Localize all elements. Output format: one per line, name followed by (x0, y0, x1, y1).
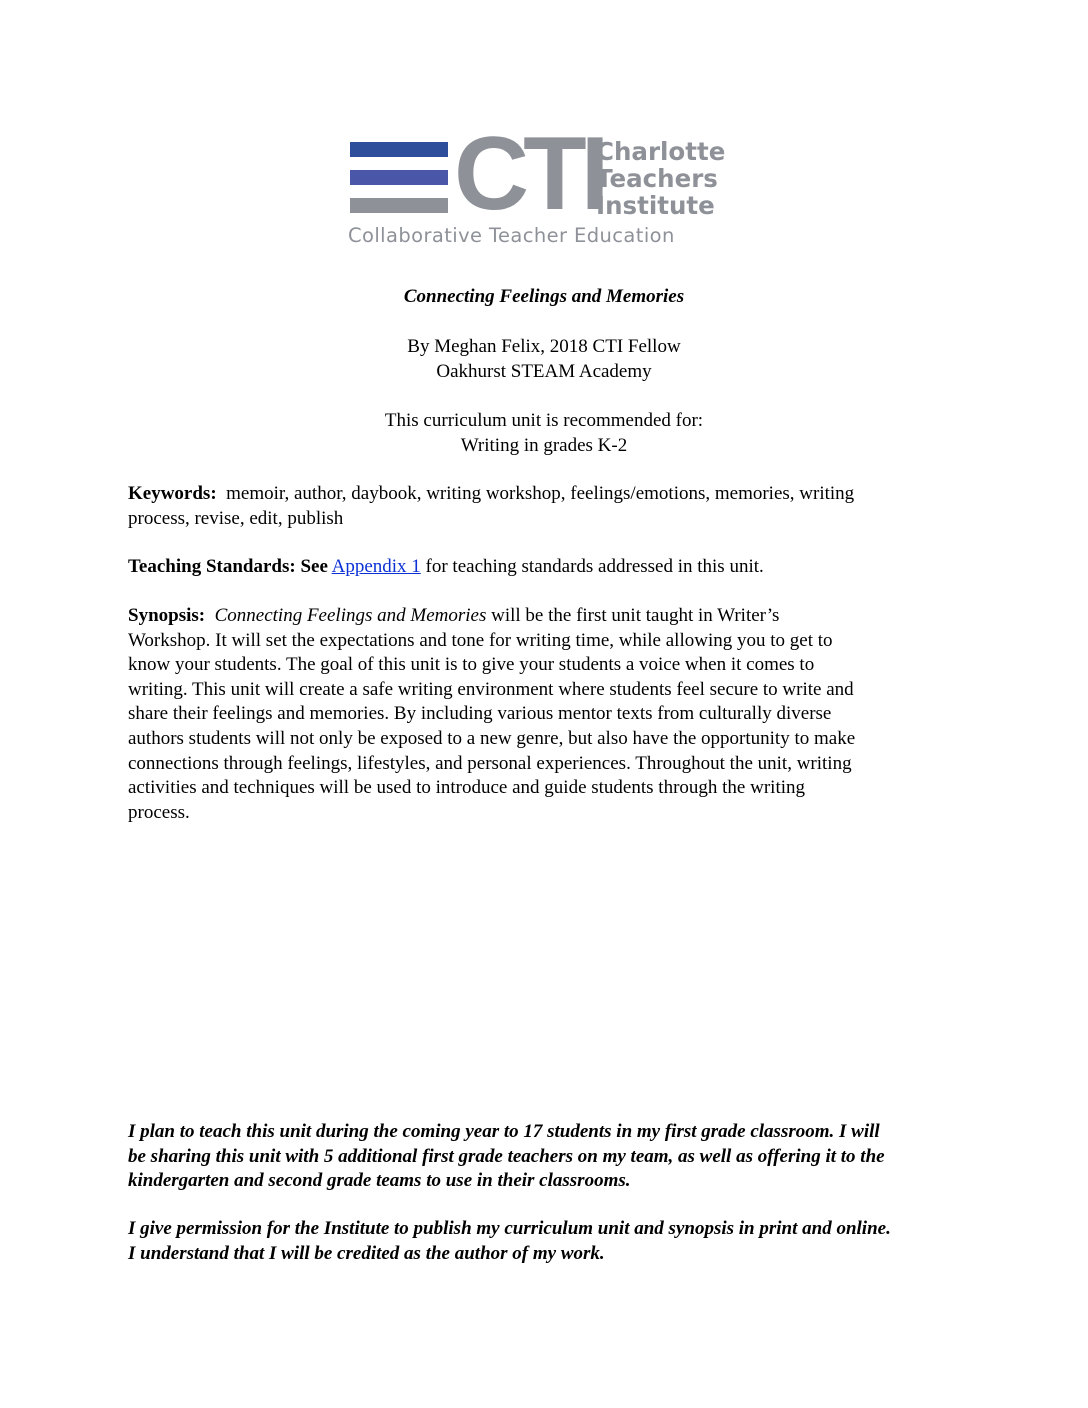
synopsis-line: activities and techniques will be used to introduce and guide students through the writing (128, 777, 805, 799)
logo-bar-top (350, 142, 448, 157)
synopsis-line: Workshop. It will set the expectations and tone for writing time, while allowing you to get to (128, 629, 833, 651)
plan-line: be sharing this unit with 5 additional first grade teachers on my team, as well as offering it to the (128, 1145, 885, 1167)
synopsis-unit-title: Connecting Feelings and Memories (214, 605, 487, 626)
logo-tagline: Collaborative Teacher Education (348, 224, 675, 247)
byline (0, 335, 1088, 384)
synopsis-line: writing. This unit will create a safe writing environment where students feel secure to write and (128, 678, 854, 700)
synopsis-line: know your students. The goal of this unit is to give your students a voice when it comes to (128, 654, 815, 676)
logo-mark: CTI (454, 116, 604, 232)
logo-institute-name (596, 138, 725, 219)
logo-bar-bottom (350, 198, 448, 213)
keywords-label: Keywords: (128, 483, 217, 504)
plan-line: I plan to teach this unit during the coming year to 17 students in my first grade classroom. I will (128, 1121, 880, 1142)
author-line: By Meghan Felix, 2018 CTI Fellow (407, 336, 681, 357)
keywords-text-1: memoir, author, daybook, writing workshop, feelings/emotions, memories, writing (226, 483, 855, 504)
appendix-1-link[interactable]: Appendix 1 (331, 556, 421, 577)
logo-name-line-1: Charlotte (596, 137, 726, 166)
synopsis-line-1 (128, 604, 948, 629)
synopsis-line: connections through feelings, lifestyles, and personal experiences. Throughout the unit, writing (128, 752, 852, 774)
permission-statement (128, 1217, 963, 1266)
logo-bar-middle (350, 170, 448, 185)
standards-label: Teaching Standards: See (128, 556, 328, 577)
permission-line: I give permission for the Institute to publish my curriculum unit and synopsis in print and online. (128, 1218, 891, 1239)
school-line: Oakhurst STEAM Academy (436, 360, 652, 382)
synopsis-section (128, 604, 948, 825)
synopsis-line: process. (128, 801, 190, 823)
cti-logo (346, 116, 746, 252)
standards-text: for teaching standards addressed in this unit. (425, 556, 764, 577)
synopsis-line: share their feelings and memories. By including various mentor texts from culturally diverse (128, 703, 832, 725)
recommendation-intro: This curriculum unit is recommended for: (384, 410, 704, 431)
keywords-text-2: process, revise, edit, publish (128, 507, 344, 529)
synopsis-line-1-rest: will be the first unit taught in Writer’s (491, 605, 780, 626)
logo-name-line-3: Institute (596, 191, 715, 220)
keywords-section (128, 482, 958, 531)
recommendation (0, 409, 1088, 458)
logo-name-line-2: Teachers (596, 164, 718, 193)
recommendation-audience: Writing in grades K-2 (460, 434, 628, 456)
synopsis-label: Synopsis: (128, 605, 206, 626)
teaching-plan-statement (128, 1120, 963, 1194)
teaching-standards-section (128, 555, 958, 580)
synopsis-line: authors students will not only be exposed to a new genre, but also have the opportunity to make (128, 727, 856, 749)
document-title: Connecting Feelings and Memories (403, 286, 685, 307)
plan-line: kindergarten and second grade teams to use in their classrooms. (128, 1170, 631, 1192)
keywords-line-1 (128, 482, 958, 507)
permission-line: I understand that I will be credited as the author of my work. (128, 1242, 605, 1264)
